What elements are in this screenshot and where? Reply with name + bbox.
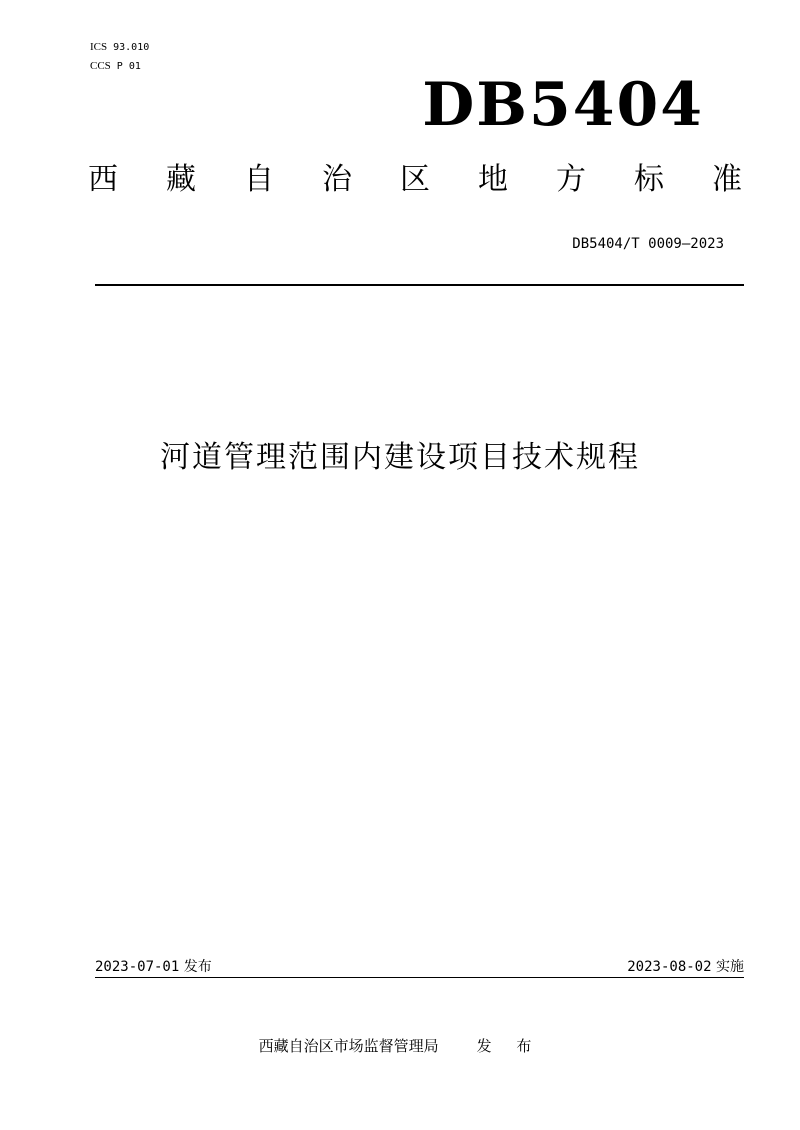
standard-type-char: 地 xyxy=(478,162,508,197)
standard-number: DB5404/T 0009—2023 xyxy=(572,236,724,252)
standard-type-char: 西 xyxy=(88,162,118,197)
db-logo: DB5404 xyxy=(422,70,704,140)
issuer-name: 西藏自治区市场监督管理局 xyxy=(258,1037,439,1055)
ics-code xyxy=(90,40,149,55)
standard-type-char: 治 xyxy=(322,162,352,197)
issuer-action: 发 布 xyxy=(476,1037,542,1055)
standard-type-char: 准 xyxy=(712,162,742,197)
implement-date xyxy=(627,956,744,976)
standard-type-heading xyxy=(88,154,742,198)
publish-date-value: 2023-07-01 xyxy=(95,959,180,975)
publish-label: 发布 xyxy=(183,959,212,975)
standard-type-char: 藏 xyxy=(166,162,196,197)
standard-type-char: 方 xyxy=(556,162,586,197)
header-divider xyxy=(95,284,744,286)
ics-label: ICS xyxy=(90,41,108,53)
footer-divider xyxy=(95,977,744,978)
ccs-label: CCS xyxy=(90,60,111,72)
ics-value: 93.010 xyxy=(113,42,150,53)
ccs-value: P 01 xyxy=(116,61,141,72)
ccs-code xyxy=(90,59,141,74)
standard-type-char: 标 xyxy=(634,162,664,197)
publish-date xyxy=(95,956,212,976)
implement-label: 实施 xyxy=(716,959,744,975)
standard-type-char: 区 xyxy=(400,162,430,197)
implement-date-value: 2023-08-02 xyxy=(627,959,712,975)
standard-type-char: 自 xyxy=(244,162,274,197)
document-title: 河道管理范围内建设项目技术规程 xyxy=(160,440,640,475)
issuer-line xyxy=(0,1035,800,1056)
